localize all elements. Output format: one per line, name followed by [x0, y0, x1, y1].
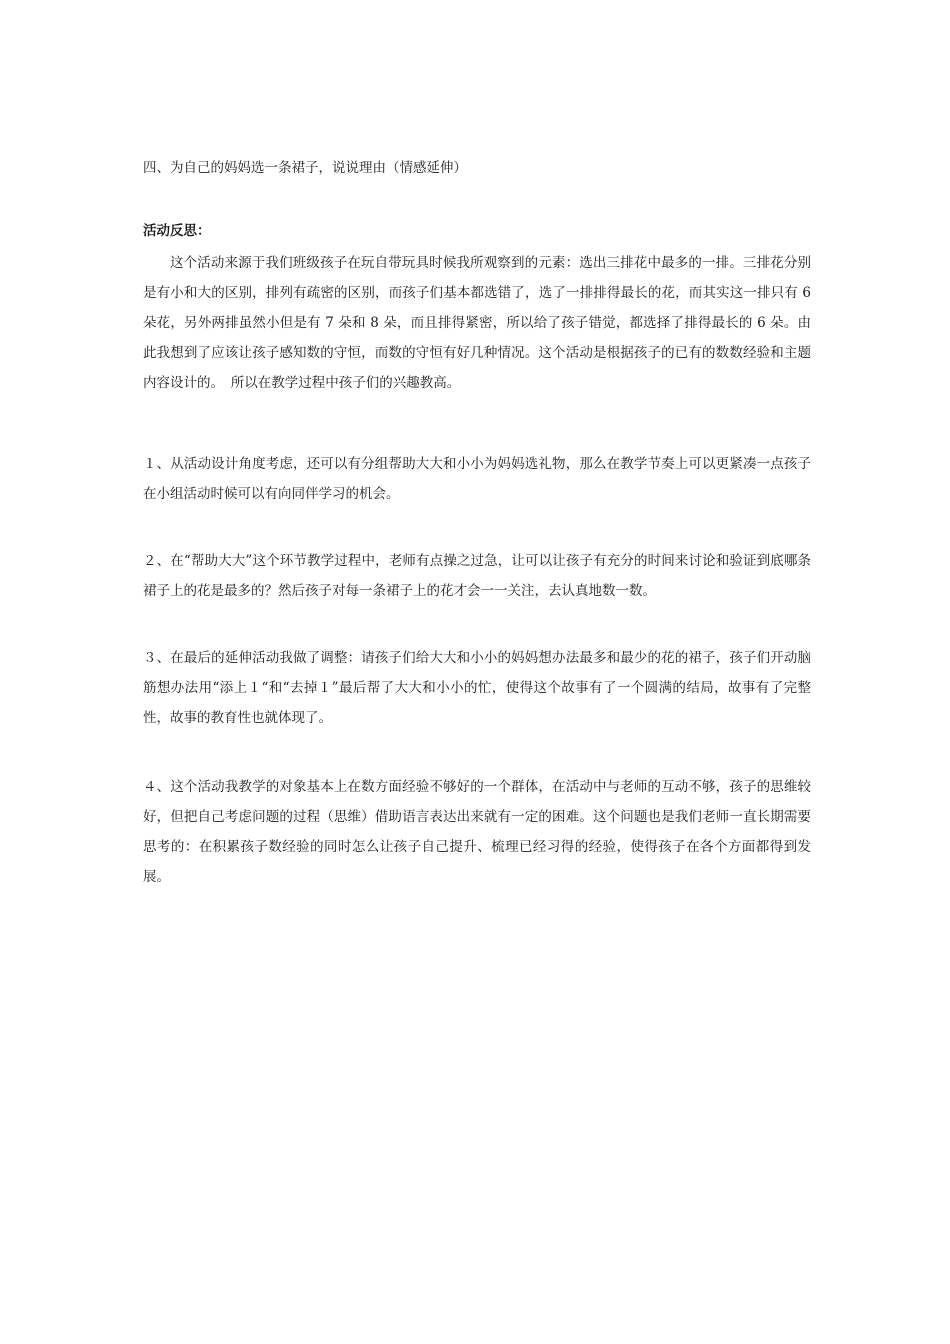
- reflection-intro-paragraph: 这个活动来源于我们班级孩子在玩自带玩具时候我所观察到的元素：选出三排花中最多的一排。三排花分别是有小和大的区别，排列有疏密的区别，而孩子们基本都选错了，选了一排排得最长的花，而其实这一排只有 6 朵花，另外两排虽然小但是有 7 朵和 8 朵，而且排得紧密，所以给了孩子错觉，都选择了排得最长的 6 朵。由此我想到了应该让孩子感知数的守恒，而数的守恒有好几种情况。这个活动是根据孩子的已有的数数经验和主题内容设计的。 所以在教学过程中孩子们的兴趣教高。: [143, 255, 811, 391]
- reflection-point-1: １、从活动设计角度考虑，还可以有分组帮助大大和小小为妈妈选礼物，那么在教学节奏上可以更紧凑一点孩子在小组活动时候可以有向同伴学习的机会。: [143, 456, 811, 502]
- reflection-title: 活动反思：: [143, 223, 211, 239]
- reflection-point-2: ２、在“帮助大大”这个环节教学过程中，老师有点操之过急，让可以让孩子有充分的时间来讨论和验证到底哪条裙子上的花是最多的？然后孩子对每一条裙子上的花才会一一关注，去认真地数一数。: [143, 553, 811, 599]
- section-heading: 四、为自己的妈妈选一条裙子，说说理由（情感延伸）: [143, 160, 467, 176]
- reflection-point-4: ４、这个活动我教学的对象基本上在数方面经验不够好的一个群体，在活动中与老师的互动不够，孩子的思维较好，但把自己考虑问题的过程（思维）借助语言表达出来就有一定的困难。这个问题也是我们老师一直长期需要思考的：在积累孩子数经验的同时怎么让孩子自己提升、梳理已经习得的经验，使得孩子在各个方面都得到发展。: [143, 779, 811, 885]
- reflection-point-3: ３、在最后的延伸活动我做了调整：请孩子们给大大和小小的妈妈想办法最多和最少的花的裙子，孩子们开动脑筋想办法用“添上１“和“去掉１”最后帮了大大和小小的忙，使得这个故事有了一个圆满的结局，故事有了完整性，故事的教育性也就体现了。: [143, 650, 811, 726]
